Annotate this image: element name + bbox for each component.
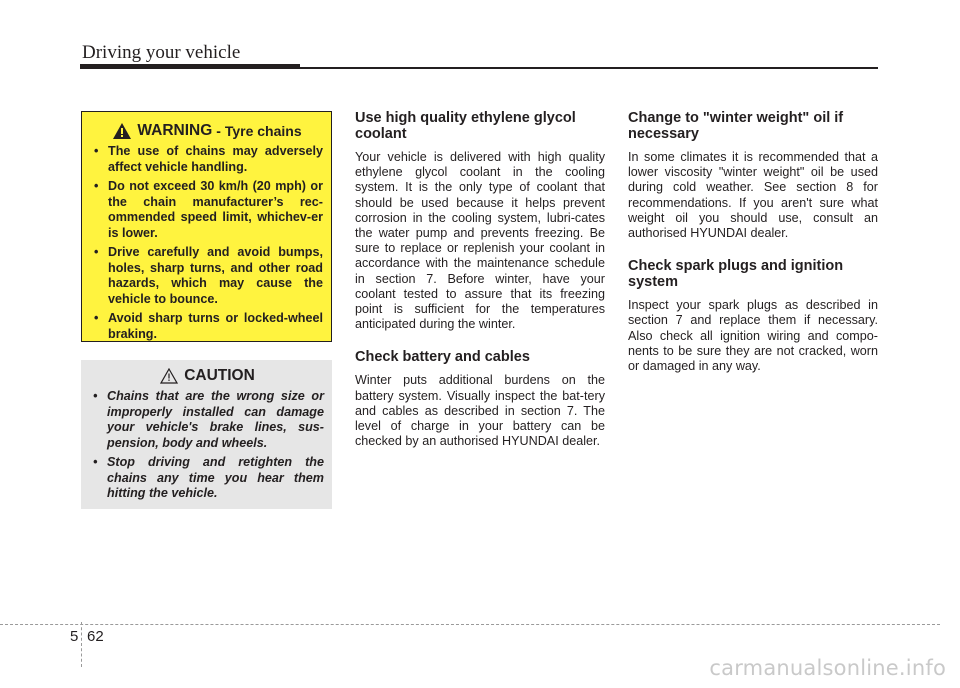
- caution-label: CAUTION: [184, 367, 255, 384]
- warning-item: • Avoid sharp turns or locked-wheel braking.: [92, 311, 323, 342]
- section-body: Inspect your spark plugs as described in section 7 and replace them if necessary. Also check all ignition wiring and compo-nents to be sure they are not cracked, worn or damaged in any way.: [628, 298, 878, 374]
- warning-item: • Do not exceed 30 km/h (20 mph) or the chain manufacturer’s rec-ommended speed limit, whichev-er is lower.: [92, 179, 323, 241]
- caution-list: [91, 389, 324, 502]
- warning-label: WARNING: [137, 122, 213, 139]
- section-heading: Use high quality ethylene glycol coolant: [355, 110, 576, 142]
- section-number: 5: [70, 628, 79, 645]
- section-heading: Check battery and cables: [355, 349, 530, 366]
- watermark: carmanualsonline.info: [709, 656, 946, 680]
- caution-title: [91, 367, 324, 385]
- page-number: 62: [87, 628, 104, 645]
- warning-triangle-icon: [113, 123, 131, 139]
- section-body: Winter puts additional burdens on the battery system. Visually inspect the bat-tery and cables as described in section 7. The level of charge in your battery can be checked by an authorised HYUNDAI dealer.: [355, 373, 605, 449]
- section-body: In some climates it is recommended that a lower viscosity "winter weight" oil be used during cold weather. See section 8 for recommendations. If you aren't sure what weight oil you should use, consult an authorised HYUNDAI dealer.: [628, 150, 878, 241]
- warning-box: [81, 111, 332, 342]
- warning-subtitle: - Tyre chains: [216, 123, 302, 139]
- caution-box: [81, 360, 332, 509]
- caution-item: • Stop driving and retighten the chains any time you hear them hitting the vehicle.: [91, 455, 324, 502]
- caution-triangle-icon: [160, 368, 178, 384]
- page-header-title: Driving your vehicle: [82, 42, 241, 63]
- warning-item: • The use of chains may adversely affect vehicle handling.: [92, 144, 323, 175]
- warning-item: • Drive carefully and avoid bumps, holes, sharp turns, and other road hazards, which may cause the vehicle to bounce.: [92, 245, 323, 307]
- footer-vertical-divider: [81, 622, 82, 667]
- section-heading: Check spark plugs and ignition system: [628, 258, 844, 291]
- header-rule-thin: [300, 67, 878, 69]
- warning-list: [92, 144, 323, 342]
- header-rule-thick: [80, 64, 300, 69]
- section-body: Your vehicle is delivered with high quality ethylene glycol coolant in the cooling system. It is the only type of coolant that should be used because it helps prevent corrosion in the cooling system, lubri-cates the water pump and prevents freezing. Be sure to replace or replenish your coolant in accordance with the maintenance schedule in section 7. Before winter, have your coolant tested to assure that its freezing point is sufficient for the temperatures anticipated during the winter.: [355, 150, 605, 332]
- section-heading: Change to "winter weight" oil if necessary: [628, 110, 844, 142]
- caution-item: • Chains that are the wrong size or improperly installed can damage your vehicle's brake lines, sus-pension, body and wheels.: [91, 389, 324, 451]
- right-column: [628, 110, 878, 391]
- warning-title: [92, 122, 323, 140]
- footer-divider: [0, 624, 940, 625]
- middle-column: [355, 110, 605, 466]
